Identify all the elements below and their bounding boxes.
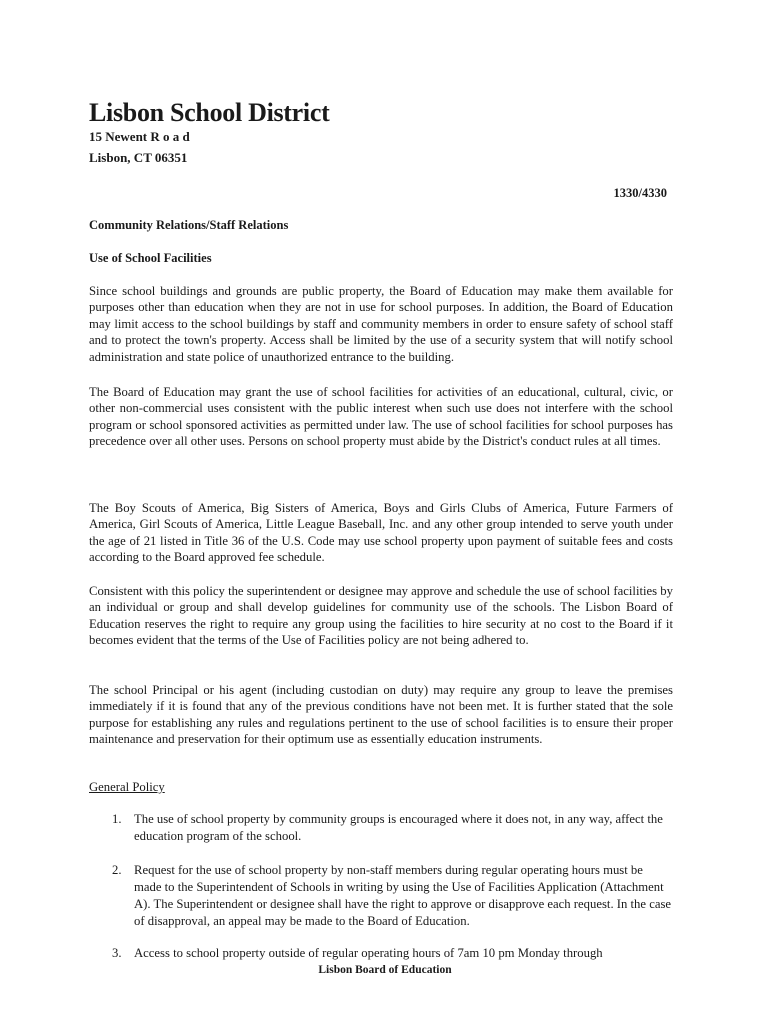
- policy-subject: Use of School Facilities: [89, 251, 212, 265]
- list-item: [112, 945, 672, 962]
- policy-number: 1330/4330: [613, 186, 667, 200]
- paragraph: The school Principal or his agent (including custodian on duty) may require any group to leave the premises immediately if it is found that any of the previous conditions have not been met. It is further stated that the sole purpose for establishing any rules and regulations pertinent to the use of school facilities is to ensure their proper maintenance and preservation for their optimum use as essentially education instruments.: [89, 683, 673, 747]
- general-policy-heading: General Policy: [89, 780, 165, 794]
- list-item: [112, 811, 672, 845]
- list-item-number: 2.: [112, 863, 122, 877]
- page-footer: Lisbon Board of Education: [318, 964, 452, 976]
- list-item-text: Access to school property outside of regular operating hours of 7am 10 pm Monday through: [134, 946, 603, 960]
- list-item-number: 1.: [112, 812, 122, 826]
- policy-category: Community Relations/Staff Relations: [89, 218, 289, 232]
- paragraph: The Boy Scouts of America, Big Sisters of America, Boys and Girls Clubs of America, Future Farmers of America, Girl Scouts of America, Little League Baseball, Inc. and any other group intended to serve youth under the age of 21 listed in Title 36 of the U.S. Code may use school property upon payment of suitable fees and costs according to the Board approved fee schedule.: [89, 501, 673, 565]
- paragraph: The Board of Education may grant the use of school facilities for activities of an educational, cultural, civic, or other non-commercial uses consistent with the public interest when such use does not interfere with the school program or school sponsored activities as permitted under law. The use of school facilities for school purposes has precedence over all other uses. Persons on school property must abide by the District's conduct rules at all times.: [89, 385, 673, 449]
- address-city: Lisbon, CT 06351: [89, 150, 188, 165]
- paragraph: Since school buildings and grounds are public property, the Board of Education may make them available for purposes other than education when they are not in use for school purposes. In addition, the Board of Education may limit access to the school buildings by staff and community members in order to ensure safety of school staff and to protect the town's property. Access shall be limited by the use of a security system that will notify school administration and state police of unauthorized entrance to the building.: [89, 284, 673, 364]
- list-item-number: 3.: [112, 946, 122, 960]
- address-street: 15 Newent R o a d: [89, 129, 190, 144]
- paragraph: Consistent with this policy the superintendent or designee may approve and schedule the use of school facilities by an individual or group and shall develop guidelines for community use of the schools. The Lisbon Board of Education reserves the right to require any group using the facilities to hire security at no cost to the Board if it becomes evident that the terms of the Use of Facilities policy are not being adhered to.: [89, 584, 673, 648]
- list-item: [112, 862, 672, 930]
- list-item-text: The use of school property by community groups is encouraged where it does not, in any way, affect the education program of the school.: [134, 812, 663, 843]
- list-item-text: Request for the use of school property by non-staff members during regular operating hours must be made to the Superintendent of Schools in writing by using the Use of Facilities Application (Attachment A). The Superintendent or designee shall have the right to approve or disapprove each request. In the case of disapproval, an appeal may be made to the Board of Education.: [134, 863, 672, 928]
- district-title: Lisbon School District: [89, 98, 330, 127]
